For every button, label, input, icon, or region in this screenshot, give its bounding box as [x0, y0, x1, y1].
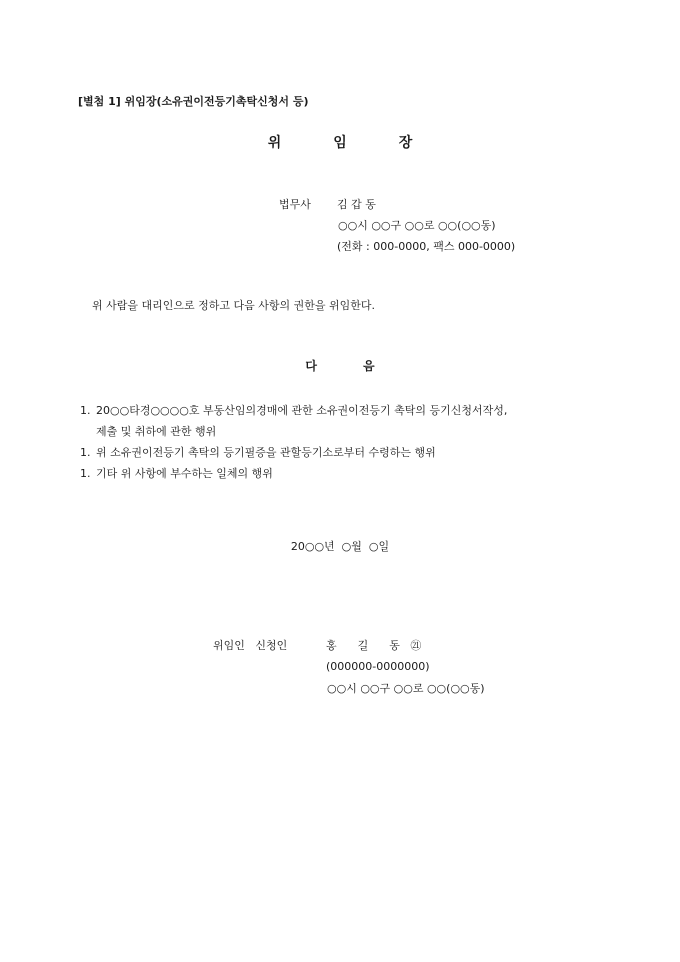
delegation-statement: 위 사람을 대리인으로 정하고 다음 사항의 권한을 위임한다.	[92, 299, 375, 312]
annex-label: [별첨 1] 위임장(소유권이전등기촉탁신청서 등)	[78, 95, 309, 108]
heading-char-1: 다	[305, 359, 317, 373]
signer-name: 홍 길 동 ㉑	[326, 639, 422, 652]
title-char-3: 장	[398, 135, 413, 151]
item-text: 기타 위 사항에 부수하는 일체의 행위	[96, 467, 273, 480]
item-number: 1.	[80, 467, 91, 480]
item-text: 위 소유권이전등기 촉탁의 등기필증을 관할등기소로부터 수령하는 행위	[96, 446, 436, 459]
agent-role: 법무사	[279, 198, 311, 211]
item-text: 20○○타경○○○○호 부동산임의경매에 관한 소유권이전등기 촉탁의 등기신청서작성,	[96, 404, 508, 417]
item-number: 1.	[80, 404, 91, 417]
title-char-2: 임	[333, 135, 347, 151]
delegated-items-list	[80, 400, 507, 484]
agent-name: 김 갑 동	[337, 198, 376, 211]
signer-id-number: (000000-0000000)	[326, 660, 430, 673]
signer-address: ○○시 ○○구 ○○로 ○○(○○동)	[327, 682, 485, 695]
agent-contact: (전화 : 000-0000, 팩스 000-0000)	[337, 240, 516, 253]
document-title	[0, 136, 680, 150]
agent-address: ○○시 ○○구 ○○로 ○○(○○동)	[338, 219, 496, 232]
item-number: 1.	[80, 446, 91, 459]
heading-char-2: 음	[363, 359, 375, 373]
item-continuation: 제출 및 취하에 관한 행위	[96, 425, 217, 438]
signer-role: 위임인 신청인	[213, 639, 288, 652]
title-char-1: 위	[267, 135, 282, 151]
list-item	[80, 442, 507, 463]
list-item	[80, 463, 507, 484]
document-date: 20○○년 ○월 ○일	[290, 540, 390, 553]
section-heading	[0, 360, 680, 372]
list-item	[80, 400, 507, 421]
